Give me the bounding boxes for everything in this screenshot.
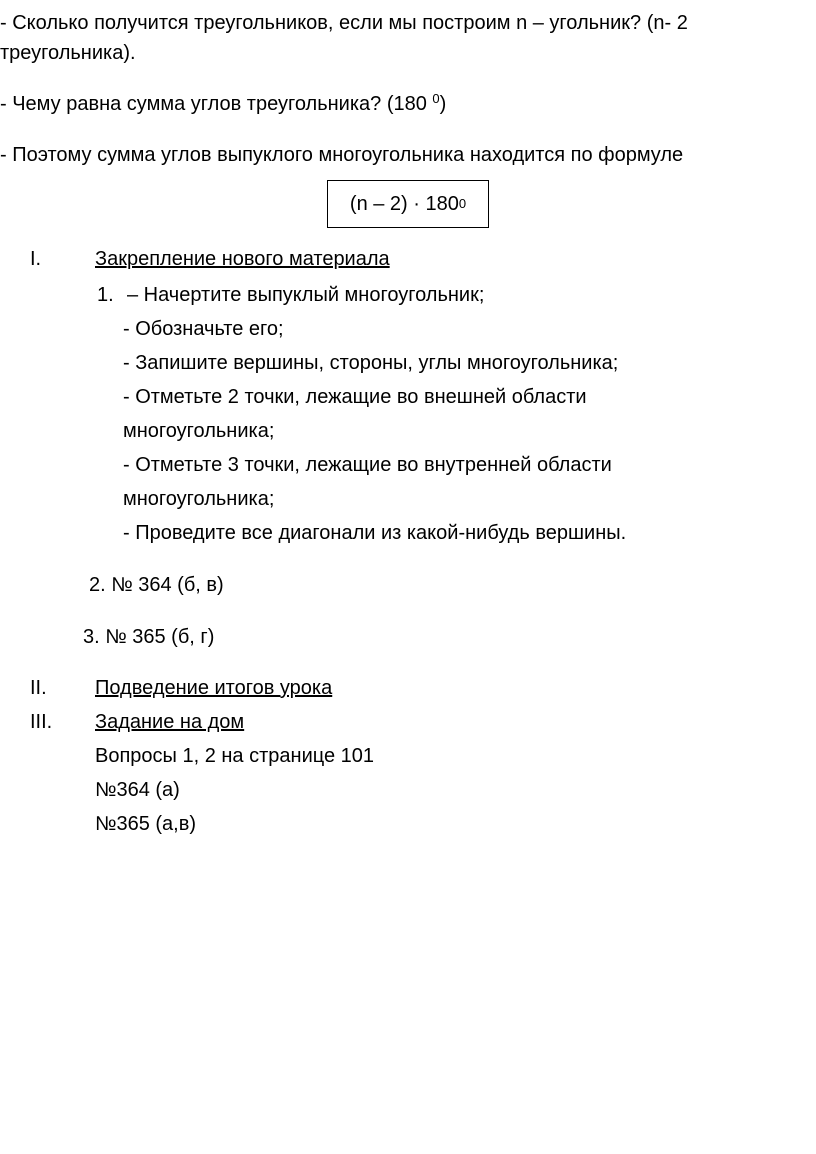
section-3-numeral: III.	[30, 711, 53, 733]
homework-item: №365 (а,в)	[95, 813, 197, 835]
section-2-title: Подведение итогов урока	[95, 677, 333, 699]
task-1-step: - Отметьте 2 точки, лежащие во внешней области	[123, 386, 587, 408]
task-1-step: многоугольника;	[123, 488, 275, 510]
task-1-step: - Проведите все диагонали из какой-нибудь вершины.	[123, 522, 627, 544]
closing-paren: )	[439, 93, 447, 115]
task-1-step: - Обозначьте его;	[123, 318, 284, 340]
formula-box: (n – 2) · 180 0	[327, 180, 489, 228]
task-1-step: - Запишите вершины, стороны, углы многоугольника;	[123, 352, 619, 374]
question-polygon-triangles-line1: - Сколько получится треугольников, если мы построим n – угольник? (n- 2	[0, 12, 688, 34]
formula-text: (n – 2) · 180	[349, 192, 459, 215]
task-1-step: – Начертите выпуклый многоугольник;	[127, 284, 485, 306]
task-1-step: - Отметьте 3 точки, лежащие во внутренней области	[123, 454, 612, 476]
question-polygon-triangles-line2: треугольника).	[0, 42, 136, 64]
task-2: 2. № 364 (б, в)	[89, 574, 224, 596]
task-1-number: 1.	[97, 284, 114, 306]
question-triangle-angle-sum-text: - Чему равна сумма углов треугольника? (180	[0, 93, 433, 115]
section-1-title: Закрепление нового материала	[95, 248, 390, 270]
question-triangle-angle-sum	[0, 92, 446, 116]
section-3-title: Задание на дом	[95, 711, 245, 733]
section-1-numeral: I.	[30, 248, 42, 270]
task-1-step: многоугольника;	[123, 420, 275, 442]
homework-item: Вопросы 1, 2 на странице 101	[95, 745, 375, 767]
degree-superscript: 0	[432, 91, 440, 106]
task-3: 3. № 365 (б, г)	[83, 626, 215, 648]
section-2-numeral: II.	[30, 677, 47, 699]
statement-polygon-angle-formula: - Поэтому сумма углов выпуклого многоугольника находится по формуле	[0, 144, 684, 166]
homework-item: №364 (а)	[95, 779, 180, 801]
